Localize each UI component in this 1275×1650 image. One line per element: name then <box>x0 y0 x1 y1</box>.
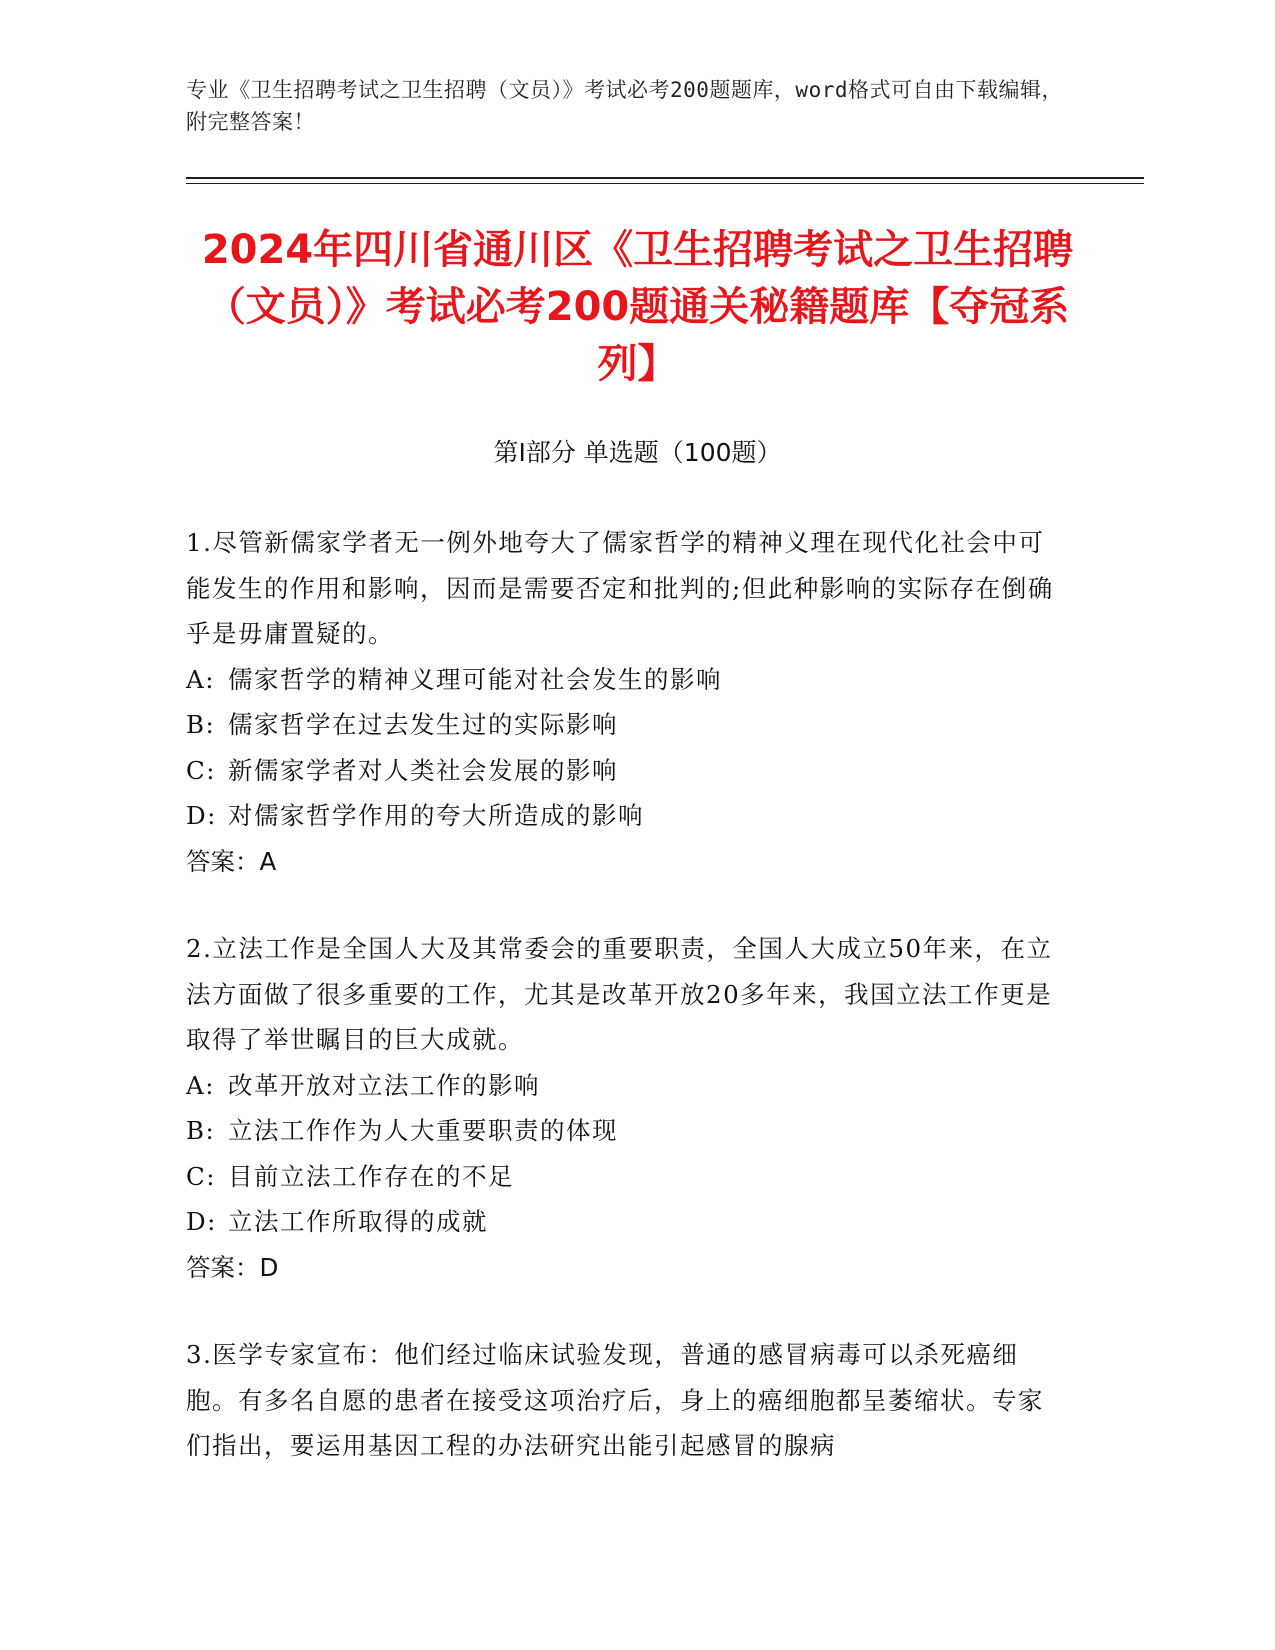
question-stem: 3.医学专家宣布：他们经过临床试验发现，普通的感冒病毒可以杀死癌细胞。有多名自愿的患者在接受这项治疗后，身上的癌细胞都呈萎缩状。专家们指出，要运用基因工程的办法研究出能引起感冒的腺病 <box>186 1340 1044 1460</box>
option-key: C: <box>186 755 217 785</box>
option-key: A: <box>186 664 215 694</box>
option-key: D: <box>186 801 217 830</box>
section-title: 第Ⅰ部分 单选题（100题） <box>493 438 782 467</box>
option-key: B: <box>186 1116 216 1145</box>
option-text: 新儒家学者对人类社会发展的影响 <box>228 755 618 785</box>
answer-line: 答案：D <box>186 1252 279 1282</box>
question-3 <box>186 1332 1066 1469</box>
option-a <box>186 1063 1066 1109</box>
document-title: 2024年四川省通川区《卫生招聘考试之卫生招聘（文员）》考试必考200题通关秘籍题库【夺冠系列】 <box>201 227 1074 387</box>
option-b <box>186 1108 1066 1154</box>
option-d <box>186 1199 1066 1245</box>
question-stem: 1.尽管新儒家学者无一例外地夸大了儒家哲学的精神义理在现代化社会中可能发生的作用和影响，因而是需要否定和批判的;但此种影响的实际存在倒确乎是毋庸置疑的。 <box>186 528 1054 648</box>
option-key: D: <box>186 1207 217 1236</box>
option-a <box>186 657 1066 703</box>
option-key: A: <box>186 1070 215 1100</box>
option-c <box>186 1154 1066 1200</box>
option-key: B: <box>186 710 216 739</box>
option-text: 儒家哲学的精神义理可能对社会发生的影响 <box>228 664 722 694</box>
option-d <box>186 793 1066 839</box>
header-divider <box>186 177 1144 179</box>
option-text: 对儒家哲学作用的夸大所造成的影响 <box>228 801 644 830</box>
question-stem: 2.立法工作是全国人大及其常委会的重要职责，全国人大成立50年来，在立法方面做了很多重要的工作，尤其是改革开放20多年来，我国立法工作更是取得了举世瞩目的巨大成就。 <box>186 934 1053 1054</box>
option-text: 目前立法工作存在的不足 <box>228 1161 514 1191</box>
header-divider-thin <box>186 183 1144 184</box>
question-1 <box>186 520 1066 884</box>
header-note: 专业《卫生招聘考试之卫生招聘（文员）》考试必考200题题库，word格式可自由下载编辑，附完整答案！ <box>186 78 1063 134</box>
question-2 <box>186 926 1066 1290</box>
option-text: 儒家哲学在过去发生过的实际影响 <box>228 710 618 739</box>
option-text: 立法工作所取得的成就 <box>228 1207 488 1236</box>
option-c <box>186 748 1066 794</box>
option-text: 改革开放对立法工作的影响 <box>228 1070 540 1100</box>
option-text: 立法工作作为人大重要职责的体现 <box>228 1116 618 1145</box>
option-b <box>186 702 1066 748</box>
answer-line: 答案：A <box>186 846 277 876</box>
option-key: C: <box>186 1161 217 1191</box>
